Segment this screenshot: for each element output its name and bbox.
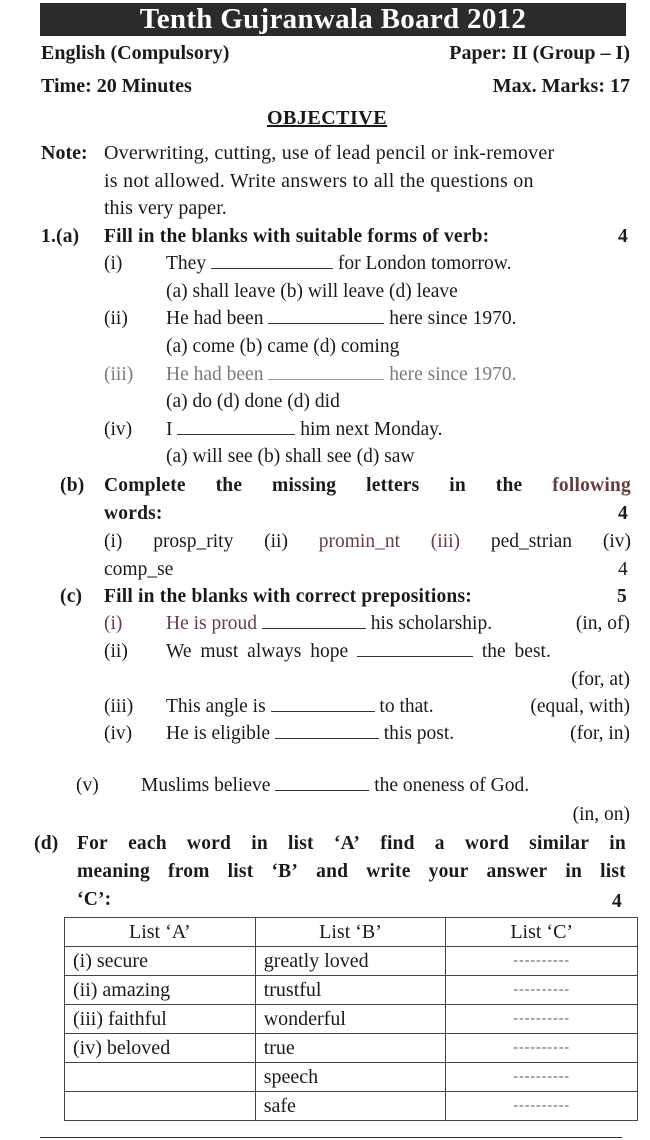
q1a-item-number: (ii) [104, 308, 128, 329]
paper-title: Tenth Gujranwala Board 2012 [139, 3, 527, 35]
q1a-item-sentence: He had been here since 1970. [166, 308, 517, 329]
answer-blank[interactable] [211, 253, 333, 269]
q1c-item-hint: (in, of) [575, 613, 630, 634]
title-banner [40, 3, 626, 36]
list-c-answer-cell[interactable]: ---------- [446, 976, 638, 1005]
note-line-1: Overwriting, cutting, use of lead pencil or ink-remover [104, 142, 555, 164]
q1a-marks: 4 [618, 226, 628, 247]
q1d-heading: For each word in list ‘A’ find a word similar in [77, 833, 626, 854]
q1a-item-options: (a) will see (b) shall see (d) saw [166, 446, 415, 467]
bottom-divider [40, 1137, 622, 1138]
q1c-item-sentence: This angle is to that. [166, 696, 434, 717]
table-header-row [65, 918, 638, 947]
note-line-3: this very paper. [104, 197, 227, 219]
list-c-answer-cell[interactable]: ---------- [446, 1092, 638, 1121]
q1c-heading: Fill in the blanks with correct prepositions: [104, 586, 472, 607]
q1a-item-number: (iii) [104, 364, 134, 385]
q1c-item-number: (iv) [104, 723, 133, 744]
q1c-number: (c) [60, 586, 83, 607]
table-row [65, 1005, 638, 1034]
list-c-answer-cell[interactable]: ---------- [446, 947, 638, 976]
q1c-item-hint: (in, on) [572, 804, 630, 825]
q1c-item-number: (iii) [104, 696, 134, 717]
time-label: Time: 20 Minutes [41, 75, 192, 97]
list-b-cell: true [255, 1034, 446, 1063]
list-a-cell: (i) secure [65, 947, 256, 976]
q1d-heading-end: ‘C’: [77, 889, 112, 910]
table-row [65, 1034, 638, 1063]
list-b-cell: safe [255, 1092, 446, 1121]
q1c-item-sentence: We must always hope the best. [166, 641, 551, 662]
q1a-item-sentence: He had been here since 1970. [166, 364, 517, 385]
list-b-cell: wonderful [255, 1005, 446, 1034]
list-c-answer-cell[interactable]: ---------- [446, 1005, 638, 1034]
answer-blank[interactable] [177, 419, 295, 435]
answer-blank[interactable] [268, 308, 384, 324]
table-row [65, 947, 638, 976]
q1b-number: (b) [60, 475, 85, 496]
list-a-cell: (ii) amazing [65, 976, 256, 1005]
q1d-marks: 4 [612, 891, 622, 912]
q1c-item-hint: (for, in) [570, 723, 630, 744]
answer-blank[interactable] [275, 723, 379, 739]
q1a-item-options: (a) do (d) done (d) did [166, 391, 340, 412]
answer-blank[interactable] [268, 364, 384, 380]
table-row [65, 1092, 638, 1121]
section-heading: OBJECTIVE [267, 107, 388, 129]
q1b-words-line: (i) prosp_rity (ii) promin_nt (iii) ped_strian (iv) [104, 531, 631, 552]
q1d-heading-cont: meaning from list ‘B’ and write your answer in list [77, 861, 626, 882]
column-header-list-a: List ‘A’ [65, 918, 256, 947]
matching-table [64, 917, 638, 1121]
table-row [65, 976, 638, 1005]
q1c-item-sentence: He is proud his scholarship. [166, 613, 493, 634]
table-row [65, 1063, 638, 1092]
answer-blank[interactable] [262, 613, 366, 629]
q1a-item-sentence: I him next Monday. [166, 419, 443, 440]
max-marks-label: Max. Marks: 17 [492, 75, 630, 97]
q1c-item-sentence: He is eligible this post. [166, 723, 455, 744]
subject-label: English (Compulsory) [41, 42, 230, 64]
list-b-cell: greatly loved [255, 947, 446, 976]
list-c-answer-cell[interactable]: ---------- [446, 1063, 638, 1092]
q1a-item-number: (i) [104, 253, 123, 274]
list-a-cell: (iv) beloved [65, 1034, 256, 1063]
q1c-item-number: (v) [76, 775, 99, 796]
list-c-answer-cell[interactable]: ---------- [446, 1034, 638, 1063]
q1a-item-options: (a) shall leave (b) will leave (d) leave [166, 281, 458, 302]
q1c-item-hint: (for, at) [571, 669, 630, 690]
list-a-cell: (iii) faithful [65, 1005, 256, 1034]
list-b-cell: trustful [255, 976, 446, 1005]
q1d-number: (d) [34, 833, 59, 854]
q1a-heading: Fill in the blanks with suitable forms of verb: [104, 226, 490, 247]
note-label: Note: [41, 142, 88, 164]
answer-blank[interactable] [275, 775, 369, 791]
paper-label: Paper: II (Group – I) [449, 42, 630, 64]
q1b-marks: 4 [618, 503, 628, 524]
q1a-item-options: (a) come (b) came (d) coming [166, 336, 400, 357]
q1c-item-number: (ii) [104, 641, 128, 662]
list-a-cell [65, 1092, 256, 1121]
q1c-item-hint: (equal, with) [530, 696, 630, 717]
answer-blank[interactable] [271, 696, 375, 712]
q1a-number: 1.(a) [41, 226, 80, 247]
list-b-cell: speech [255, 1063, 446, 1092]
list-a-cell [65, 1063, 256, 1092]
column-header-list-b: List ‘B’ [255, 918, 446, 947]
q1b-heading-cont: words: [104, 503, 163, 524]
q1a-item-sentence: They for London tomorrow. [166, 253, 512, 274]
column-header-list-c: List ‘C’ [446, 918, 638, 947]
note-line-2: is not allowed. Write answers to all the questions on [104, 170, 534, 192]
q1b-word-last: comp_se [104, 559, 174, 580]
q1c-item-number: (i) [104, 613, 123, 634]
q1c-item-sentence: Muslims believe the oneness of God. [141, 775, 530, 796]
q1a-item-number: (iv) [104, 419, 133, 440]
answer-blank[interactable] [357, 641, 473, 657]
q1b-marks-2: 4 [618, 559, 628, 580]
q1c-marks: 5 [617, 586, 627, 607]
q1b-heading: Complete the missing letters in the following [104, 475, 631, 496]
